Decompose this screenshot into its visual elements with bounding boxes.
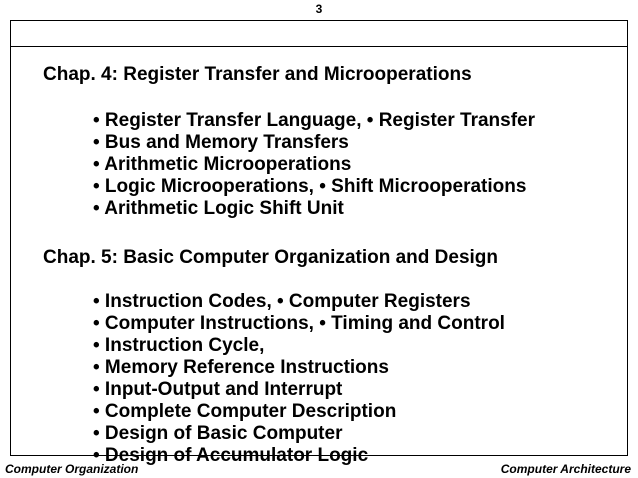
list-item: • Arithmetic Microoperations xyxy=(93,154,352,175)
list-item: • Input-Output and Interrupt xyxy=(93,379,343,400)
footer-right: Computer Architecture xyxy=(500,462,631,476)
list-item: • Register Transfer Language, • Register Transfer xyxy=(93,110,536,131)
list-item: • Computer Instructions, • Timing and Control xyxy=(93,313,505,334)
list-item: • Design of Basic Computer xyxy=(93,423,343,444)
list-item: • Instruction Codes, • Computer Registers xyxy=(93,291,471,312)
list-item: • Logic Microoperations, • Shift Microoperations xyxy=(93,176,527,197)
chapter-4-topics xyxy=(93,110,535,220)
list-item: • Instruction Cycle, xyxy=(93,335,265,356)
list-item: • Design of Accumulator Logic xyxy=(93,445,369,466)
list-item: • Complete Computer Description xyxy=(93,401,397,422)
footer-left: Computer Organization xyxy=(5,462,139,476)
chapter-5-title: Chap. 5: Basic Computer Organization and Design xyxy=(43,247,499,268)
list-item: • Bus and Memory Transfers xyxy=(93,132,349,153)
page-number: 3 xyxy=(315,2,323,16)
chapter-5-topics xyxy=(93,291,505,467)
chapter-4-title: Chap. 4: Register Transfer and Microoperations xyxy=(43,64,472,85)
list-item: • Arithmetic Logic Shift Unit xyxy=(93,198,344,219)
list-item: • Memory Reference Instructions xyxy=(93,357,389,378)
